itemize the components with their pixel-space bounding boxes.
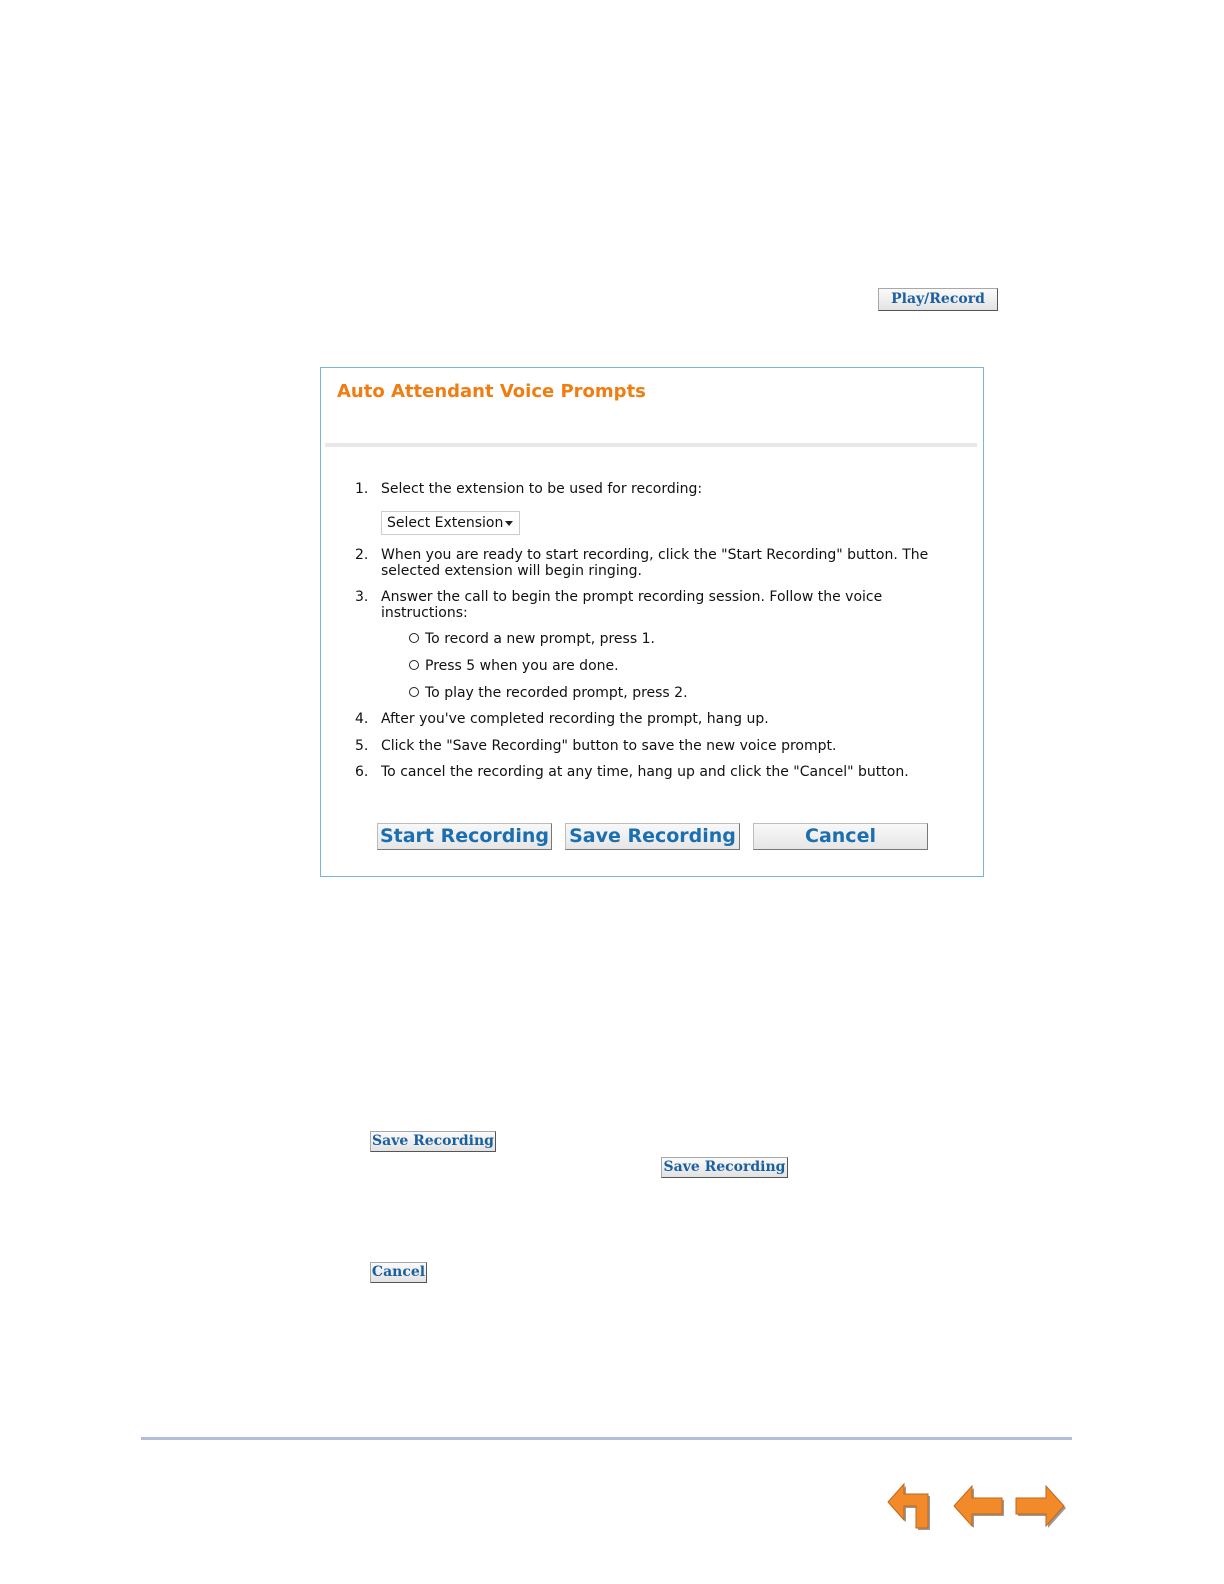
cancel-button[interactable]: Cancel [753,823,928,850]
step-number: 4. [355,711,369,727]
inline-cancel-button[interactable]: Cancel [370,1262,427,1283]
inline-save-recording-button[interactable]: Save Recording [661,1157,788,1178]
select-extension-value: Select Extension [387,515,504,531]
auto-attendant-voice-prompts-dialog [320,367,984,877]
start-recording-button[interactable]: Start Recording [377,823,552,850]
substep-text: To play the recorded prompt, press 2. [425,685,688,701]
play-record-button[interactable]: Play/Record [878,288,998,311]
step-text: Click the "Save Recording" button to save the new voice prompt. [381,738,837,754]
step-number: 5. [355,738,369,754]
select-extension-dropdown[interactable] [381,511,520,535]
step-text: To cancel the recording at any time, hang up and click the "Cancel" button. [381,764,909,780]
step-number: 2. [355,547,369,563]
back-arrow-icon[interactable] [952,1480,1008,1534]
step-text: Answer the call to begin the prompt recording session. Follow the voice instructions: [381,589,883,621]
step-number: 1. [355,481,369,497]
step-number: 6. [355,764,369,780]
substep-text: To record a new prompt, press 1. [425,631,655,647]
forward-arrow-icon[interactable] [1014,1480,1070,1534]
footer-divider [141,1437,1072,1440]
inline-save-recording-button[interactable]: Save Recording [370,1131,496,1152]
substep-text: Press 5 when you are done. [425,658,619,674]
caret-down-icon [505,521,513,526]
title-divider [325,443,977,447]
step-text: After you've completed recording the prompt, hang up. [381,711,769,727]
circle-bullet-icon [409,660,419,670]
save-recording-button[interactable]: Save Recording [565,823,740,850]
circle-bullet-icon [409,687,419,697]
dialog-title: Auto Attendant Voice Prompts [337,381,646,402]
step-number: 3. [355,589,369,605]
return-arrow-icon[interactable] [886,1480,942,1534]
circle-bullet-icon [409,633,419,643]
step-text: Select the extension to be used for recording: [381,481,703,497]
step-text: When you are ready to start recording, click the "Start Recording" button. The selected extension will begin ringing. [381,547,929,579]
